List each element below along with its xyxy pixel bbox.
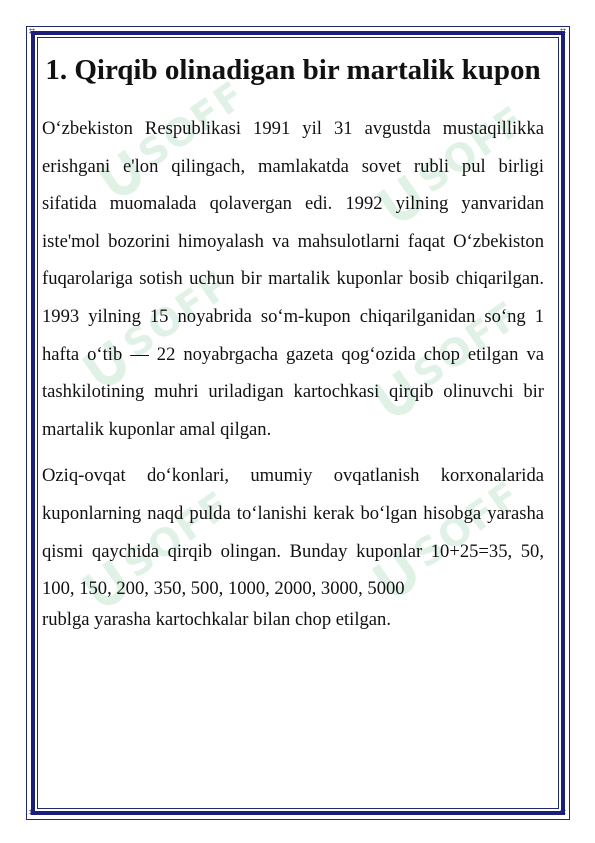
- watermark-logo-icon: SOFF: [93, 67, 267, 214]
- corner-ornament-icon: ⌗: [28, 806, 36, 819]
- watermark-logo-icon: SOFF: [368, 467, 542, 614]
- paragraph-1: O‘zbekiston Respublikasi 1991 yil 31 avgustda mustaqillikka erishgani e'lon qilingach, mamlakatda sovet rubli pul birligi sifatida muomalada qolavergan edi. 1992 yilning yanvaridan iste'mol bozorini himoyalash va mahsulotlarni faqat O‘zbekiston fuqarolariga sotish uchun bir martalik kuponlar bosib chiqarilgan. 1993 yilning 15 noyabrida so‘m-kupon chiqarilganidan so‘ng 1 hafta o‘tib — 22 noyabrgacha gazeta qog‘ozida chop etilgan va tashkilotining muhri uriladigan kartochkasi qirqib olinuvchi bir martalik kuponlar amal qilgan.: [42, 118, 544, 440]
- document-body: [42, 52, 544, 632]
- paragraph-2-continuation: rublga yarasha kartochkalar bilan chop etilgan.: [42, 608, 392, 630]
- watermark-logo-icon: SOFF: [78, 477, 252, 624]
- page-title: 1. Qirqib olinadigan bir martalik kupon: [45, 54, 541, 86]
- watermark-logo-icon: SOFF: [78, 257, 252, 404]
- watermark-logo-icon: SOFF: [368, 287, 542, 434]
- corner-ornament-icon: ⌗: [559, 25, 567, 38]
- paragraph-2: Oziq-ovqat do‘konlari, umumiy ovqatlanish korxonalarida kuponlarning naqd pulda to‘lanishi kerak bo‘lgan hisobga yarasha qismi qaychida qirqib olingan. Bunday kuponlar 10+25=35, 50, 100, 150, 200, 350, 500, 1000, 2000, 3000, 5000: [42, 465, 544, 600]
- corner-ornament-icon: ⌗: [28, 25, 36, 38]
- watermark-logo-icon: SOFF: [373, 92, 547, 239]
- corner-ornament-icon: ⌗: [559, 806, 567, 819]
